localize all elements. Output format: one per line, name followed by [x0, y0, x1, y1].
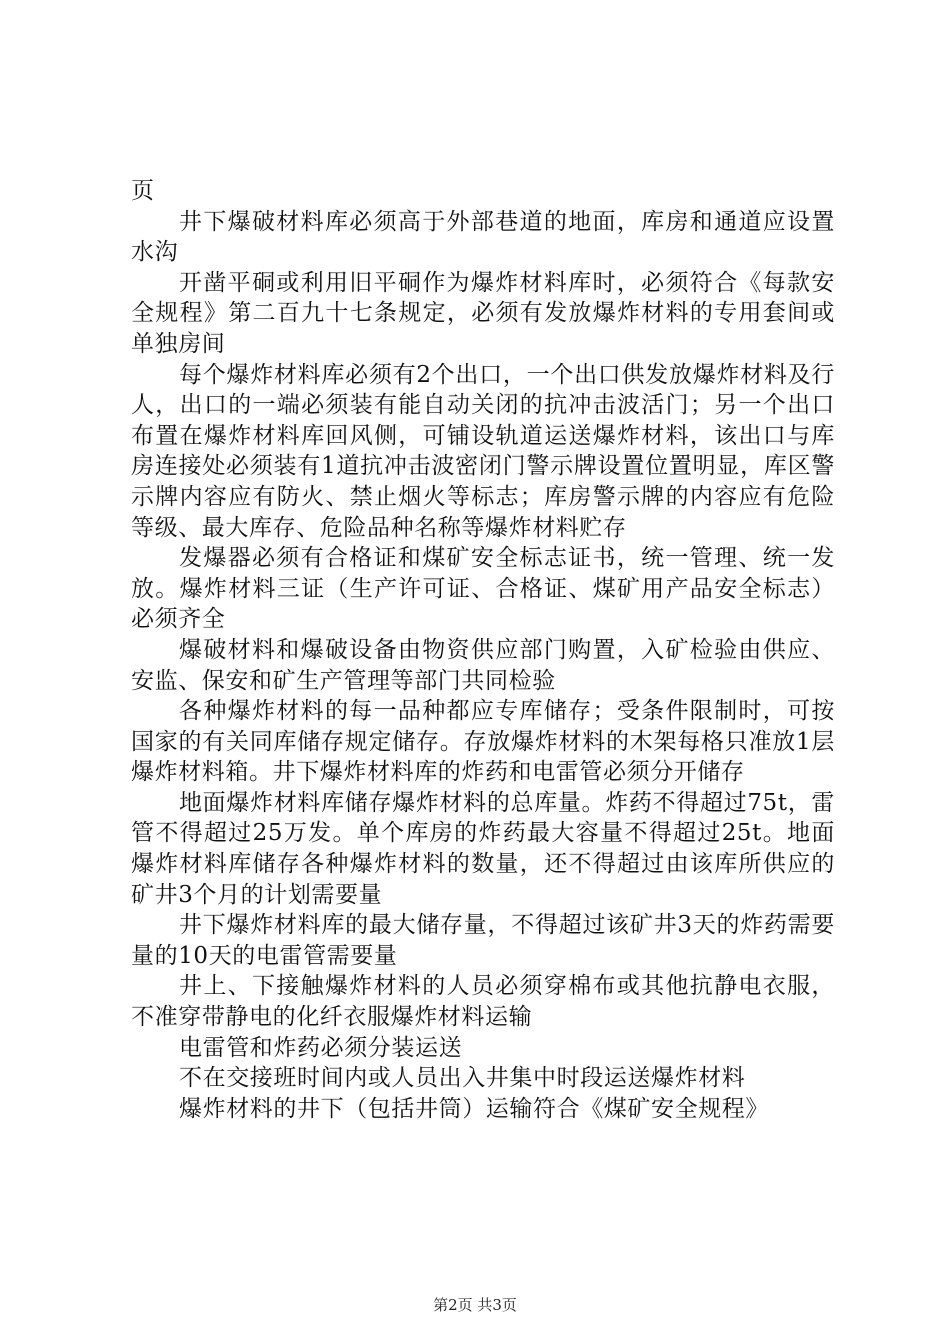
paragraph-5: 爆破材料和爆破设备由物资供应部门购置，入矿检验由供应、安监、保安和矿生产管理等部门共同检验: [131, 636, 835, 694]
paragraph-8: 井下爆炸材料库的最大储存量，不得超过该矿井3天的炸药需要量的10天的电雷管需要量: [131, 912, 835, 969]
paragraph-4: 发爆器必须有合格证和煤矿安全标志证书，统一管理、统一发放。爆炸材料三证（生产许可证、合格证、煤矿用产品安全标志）必须齐全: [131, 545, 835, 633]
leading-fragment: 页: [131, 178, 155, 204]
paragraph-10: 电雷管和炸药必须分装运送: [179, 1034, 463, 1061]
paragraph-6: 各种爆炸材料的每一品种都应专库储存；受条件限制时，可按国家的有关同库储存规定储存。存放爆炸材料的木架每格只准放1层爆炸材料箱。井下爆炸材料库的炸药和电雷管必须分开储存: [131, 698, 835, 786]
paragraph-11: 不在交接班时间内或人员出入井集中时段运送爆炸材料: [179, 1065, 746, 1092]
paragraph-2: 开凿平硐或利用旧平硐作为爆炸材料库时，必须符合《每款安全规程》第二百九十七条规定，必须有发放爆炸材料的专用套间或单独房间: [131, 269, 835, 357]
page-footer: 第2页 共3页: [433, 1296, 517, 1314]
paragraph-12: 爆炸材料的井下（包括井筒）运输符合《煤矿安全规程》: [179, 1095, 769, 1122]
paragraph-7: 地面爆炸材料库储存爆炸材料的总库量。炸药不得超过75t，雷管不得超过25万发。单个库房的炸药最大容量不得超过25t。地面爆炸材料库储存各种爆炸材料的数量，还不得超过由该库所供应的矿井3个月的计划需要量: [131, 789, 835, 908]
paragraph-3: 每个爆炸材料库必须有2个出口，一个出口供发放爆炸材料及行人，出口的一端必须装有能自动关闭的抗冲击波活门；另一个出口布置在爆炸材料库回风侧，可铺设轨道运送爆炸材料，该出口与库房连接处必须装有1道抗冲击波密闭门警示牌设置位置明显，库区警示牌内容应有防火、禁止烟火等标志；库房警示牌的内容应有危险等级、最大库存、危险品种名称等爆炸材料贮存: [131, 361, 835, 541]
document-body: [131, 176, 835, 1124]
paragraph-9: 井上、下接触爆炸材料的人员必须穿棉布或其他抗静电衣服，不准穿带静电的化纤衣服爆炸材料运输: [131, 973, 835, 1031]
paragraph-1: 井下爆破材料库必须高于外部巷道的地面，库房和通道应设置水沟: [131, 208, 835, 266]
